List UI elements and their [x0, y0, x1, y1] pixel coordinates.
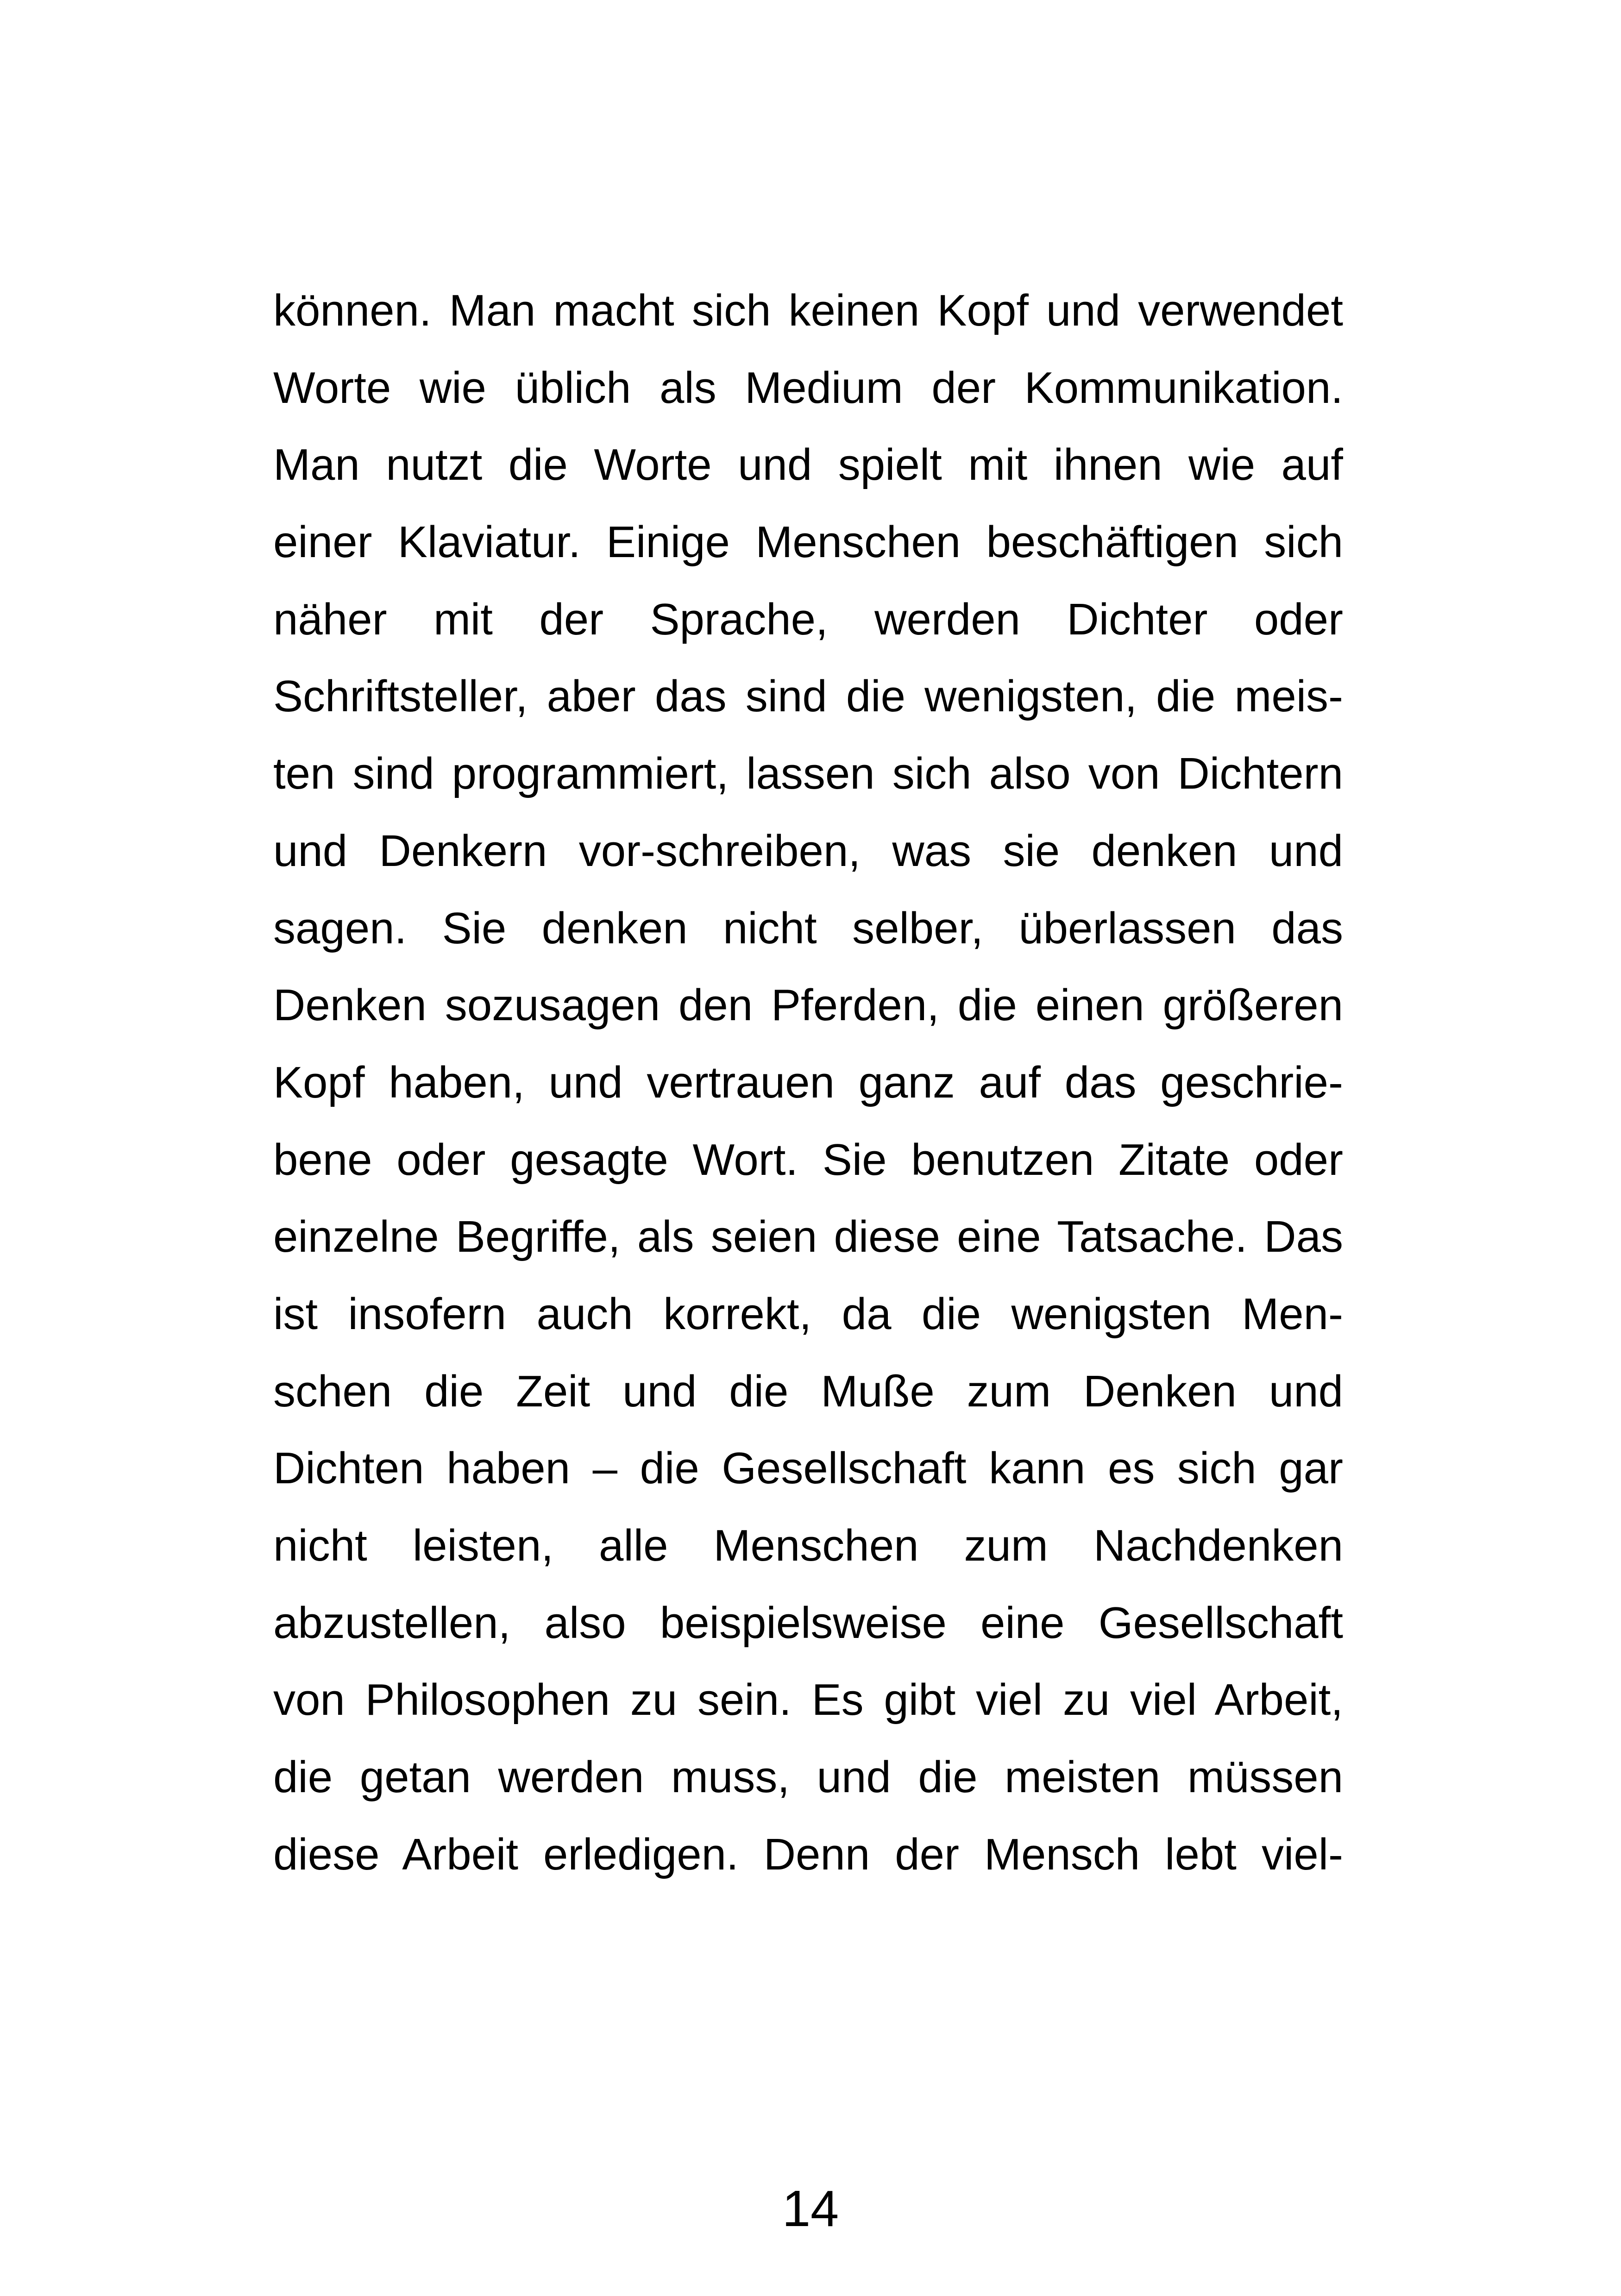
text-line: einzelne Begriffe, als seien diese eine Tatsache. Das — [273, 1212, 1343, 1262]
page-number: 14 — [782, 2180, 839, 2237]
text-line: Dichten haben – die Gesellschaft kann es sich gar — [273, 1443, 1343, 1493]
text-line: Kopf haben, und vertrauen ganz auf das geschrie- — [273, 1057, 1343, 1107]
text-line: sagen. Sie denken nicht selber, überlassen das — [273, 903, 1343, 953]
text-line: können. Man macht sich keinen Kopf und verwendet — [273, 286, 1343, 335]
text-line: Worte wie üblich als Medium der Kommunikation. — [273, 363, 1343, 413]
text-line: bene oder gesagte Wort. Sie benutzen Zitate oder — [273, 1135, 1343, 1185]
text-line: diese Arbeit erledigen. Denn der Mensch lebt viel- — [273, 1829, 1343, 1879]
text-line: von Philosophen zu sein. Es gibt viel zu viel Arbeit, — [273, 1675, 1343, 1725]
text-line: schen die Zeit und die Muße zum Denken und — [273, 1366, 1343, 1416]
text-line: abzustellen, also beispielsweise eine Gesellschaft — [273, 1598, 1343, 1648]
text-line: und Denkern vor-schreiben, was sie denken und — [273, 826, 1343, 876]
text-line: nicht leisten, alle Menschen zum Nachdenken — [273, 1521, 1343, 1570]
text-line: ist insofern auch korrekt, da die wenigsten Men- — [273, 1289, 1343, 1339]
text-line: näher mit der Sprache, werden Dichter oder — [273, 594, 1343, 644]
text-line: ten sind programmiert, lassen sich also von Dichtern — [273, 749, 1343, 799]
text-line: einer Klaviatur. Einige Menschen beschäftigen sich — [273, 517, 1343, 567]
text-line: Schriftsteller, aber das sind die wenigsten, die meis- — [273, 671, 1343, 721]
body-text — [273, 272, 1343, 1893]
text-line: Denken sozusagen den Pferden, die einen größeren — [273, 980, 1343, 1030]
text-line: Man nutzt die Worte und spielt mit ihnen wie auf — [273, 440, 1343, 490]
text-line: die getan werden muss, und die meisten müssen — [273, 1752, 1343, 1802]
